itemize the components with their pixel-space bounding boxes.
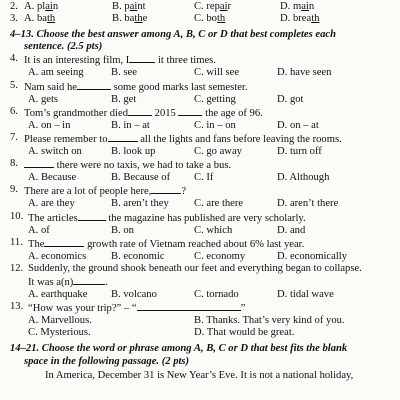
option-c: C. are there (194, 198, 244, 210)
answer-blank (73, 275, 105, 285)
question-number: 10. (10, 210, 24, 222)
option-b: B. see (111, 67, 137, 79)
option-c: C. tornado (194, 289, 239, 301)
question-row-2 (10, 1, 392, 13)
question-number: 4. (10, 53, 18, 65)
option-d: D. and (277, 224, 306, 236)
option-a: A. Because (28, 172, 77, 184)
option-a: A. plain (24, 1, 59, 12)
question-number: 8. (10, 158, 18, 170)
question-stem: Please remember to all the lights and fans before leaving the rooms. (24, 133, 342, 145)
option-a: A. gets (28, 93, 59, 105)
option-a: A. bath (24, 13, 56, 25)
option-a: A. on – in (28, 119, 71, 131)
option-c: C. which (194, 224, 233, 236)
question-4 (10, 53, 392, 79)
option-d: D. main (280, 1, 315, 12)
option-c: C. Mysterious. (28, 327, 91, 339)
option-d: D. economically (277, 250, 348, 262)
question-number: 13. (10, 301, 24, 313)
option-d: D. Although (277, 172, 330, 184)
question-stem-line2: It was a(n) . (28, 276, 108, 288)
option-a: A. am seeing (28, 67, 84, 79)
option-b: B. bathe (112, 13, 148, 25)
answer-blank (137, 301, 241, 311)
answer-blank (129, 53, 155, 63)
option-b: B. Thanks. That’s very kind of you. (194, 315, 345, 327)
question-number: 12. (10, 262, 24, 274)
option-a: A. earthquake (28, 289, 88, 301)
question-stem: Tom’s grandmother died 2015 the age of 96. (24, 107, 263, 119)
question-number: 3. (10, 13, 18, 25)
option-d: D. have seen (277, 67, 332, 79)
question-5 (10, 80, 392, 106)
question-13 (10, 301, 392, 339)
answer-blank (78, 211, 106, 221)
question-11 (10, 237, 392, 263)
question-7 (10, 132, 392, 158)
option-c: C. economy (194, 250, 246, 262)
section-title-line: space in the following passage. (2 pts) (24, 355, 190, 367)
question-stem: “How was your trip?” – “ ” (28, 303, 246, 315)
question-number: 7. (10, 131, 18, 143)
answer-blank (178, 106, 202, 116)
option-b: B. paint (112, 1, 146, 12)
section-title-line: 14–21. Choose the word or phrase among A, B, C or D that best fits the blank (10, 343, 348, 355)
option-c: C. getting (194, 93, 236, 105)
section-title-line: sentence. (2.5 pts) (24, 41, 103, 53)
option-d: D. got (277, 93, 304, 105)
option-b: B. volcano (111, 289, 157, 301)
option-b: B. get (111, 93, 137, 105)
option-b: B. economic (111, 250, 165, 262)
question-stem: Suddenly, the ground shook beneath our feet and everything began to collapse. (28, 262, 362, 274)
option-d: D. breath (280, 13, 320, 25)
question-stem: there were no taxis, we had to take a bus. (24, 158, 392, 172)
question-number: 2. (10, 1, 18, 12)
option-b: B. aren’t they (111, 198, 169, 210)
answer-blank (108, 132, 138, 142)
question-stem: Nam said he some good marks last semester. (24, 81, 248, 93)
option-b: B. on (111, 224, 134, 236)
answer-blank (151, 184, 181, 194)
option-c: C. If (194, 172, 214, 184)
question-12 (10, 263, 392, 301)
question-stem: There are a lot of people here, ? (24, 186, 187, 198)
option-d: D. tidal wave (277, 289, 334, 301)
option-d: D. turn off (277, 146, 322, 158)
question-8 (10, 158, 392, 184)
question-stem: The growth rate of Vietnam reached about 6% last year. (28, 238, 305, 250)
question-number: 9. (10, 184, 18, 196)
question-stem: The articles the magazine has published are very scholarly. (28, 212, 306, 224)
option-c: C. in – on (194, 119, 236, 131)
option-a: A. economics (28, 250, 87, 262)
option-a: A. are they (28, 198, 75, 210)
option-a: A. of (28, 224, 50, 236)
option-c: C. go away (194, 146, 242, 158)
question-9 (10, 184, 392, 210)
option-b: B. in – at (111, 119, 150, 131)
question-number: 5. (10, 79, 18, 91)
option-b: B. look up (111, 146, 156, 158)
question-10 (10, 211, 392, 237)
option-c: C. repair (194, 1, 232, 12)
question-stem: It is an interesting film, I it three times. (24, 55, 216, 67)
option-b: B. Because of (111, 172, 171, 184)
answer-blank (44, 237, 84, 247)
option-d: D. on – at (277, 119, 319, 131)
answer-blank (24, 158, 54, 168)
answer-blank (77, 80, 111, 90)
option-d: D. aren’t there (277, 198, 339, 210)
question-number: 11. (10, 236, 23, 248)
option-c: C. both (194, 13, 226, 25)
passage-text: In America, December 31 is New Year’s Eve. It is not a national holiday, (45, 369, 354, 381)
section-title-line: 4–13. Choose the best answer among A, B, C or D that best completes each (10, 29, 336, 41)
option-a: A. switch on (28, 146, 82, 158)
question-number: 6. (10, 105, 18, 117)
section-heading-4-13 (10, 29, 392, 53)
option-c: C. will see (194, 67, 240, 79)
question-row-3 (10, 13, 392, 25)
question-6 (10, 106, 392, 132)
answer-blank (128, 106, 152, 116)
option-d: D. That would be great. (194, 327, 295, 339)
section-heading-14-21 (10, 343, 392, 367)
option-a: A. Marvellous. (28, 315, 92, 327)
